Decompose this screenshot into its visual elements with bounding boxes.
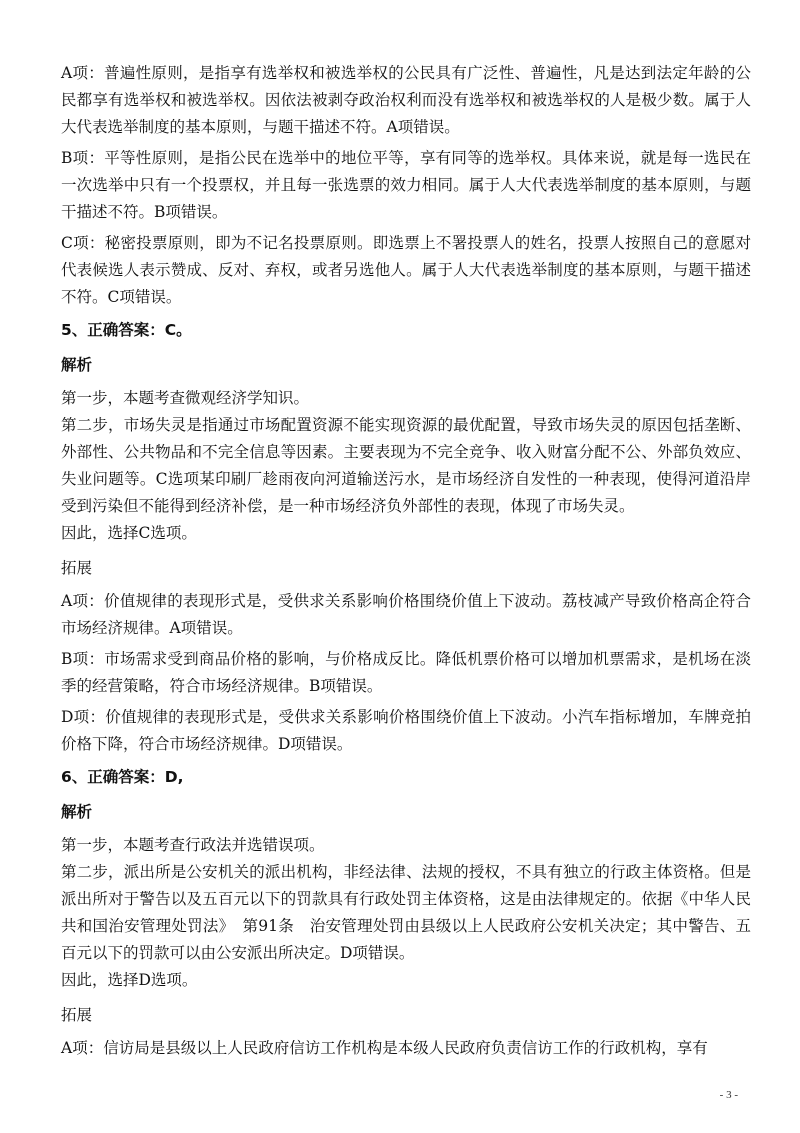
q5-extension-d: D项：价值规律的表现形式是，受供求关系影响价格围绕价值上下波动。小汽车指标增加，车牌竞拍价格下降，符合市场经济规律。D项错误。 bbox=[61, 708, 751, 753]
q6-analysis-conclusion: 因此，选择D选项。 bbox=[61, 971, 198, 989]
page-number: - 3 - bbox=[719, 1089, 738, 1101]
q5-extension-title: 拓展 bbox=[61, 559, 93, 577]
document-page bbox=[61, 60, 751, 1066]
q5-correct-answer: 5、正确答案：C。 bbox=[61, 321, 192, 339]
q4-option-b-explanation: B项：平等性原则，是指公民在选举中的地位平等，享有同等的选举权。具体来说，就是每一选民在一次选举中只有一个投票权，并且每一张选票的效力相同。属于人大代表选举制度的基本原则，与题干描述不符。B项错误。 bbox=[61, 149, 751, 221]
q6-analysis-step-2: 第二步，派出所是公安机关的派出机构，非经法律、法规的授权，不具有独立的行政主体资格。但是派出所对于警告以及五百元以下的罚款具有行政处罚主体资格，这是由法律规定的。依据《中华人民共和国治安管理处罚法》 第91条 治安管理处罚由县级以上人民政府公安机关决定；其中警告、五百元以下的罚款可以由公安派出所决定。D项错误。 bbox=[61, 863, 751, 962]
q5-extension-a: A项：价值规律的表现形式是，受供求关系影响价格围绕价值上下波动。荔枝减产导致价格高企符合市场经济规律。A项错误。 bbox=[61, 592, 751, 637]
q4-option-a-explanation: A项：普遍性原则，是指享有选举权和被选举权的公民具有广泛性、普遍性，凡是达到法定年龄的公民都享有选举权和被选举权。因依法被剥夺政治权利而没有选举权和被选举权的人是极少数。属于人大代表选举制度的基本原则，与题干描述不符。A项错误。 bbox=[61, 64, 751, 136]
q6-analysis-title: 解析 bbox=[61, 803, 93, 821]
q5-analysis-step-2: 第二步，市场失灵是指通过市场配置资源不能实现资源的最优配置，导致市场失灵的原因包括垄断、外部性、公共物品和不完全信息等因素。主要表现为不完全竞争、收入财富分配不公、外部负效应、失业问题等。C选项某印刷厂趁雨夜向河道输送污水，是市场经济自发性的一种表现，使得河道沿岸受到污染但不能得到经济补偿，是一种市场经济负外部性的表现，体现了市场失灵。 bbox=[61, 416, 751, 515]
q6-analysis-step-1: 第一步，本题考查行政法并选错误项。 bbox=[61, 836, 325, 854]
q6-extension-a: A项：信访局是县级以上人民政府信访工作机构是本级人民政府负责信访工作的行政机构，享有 bbox=[61, 1039, 708, 1057]
q6-extension-title: 拓展 bbox=[61, 1006, 93, 1024]
q5-extension-b: B项：市场需求受到商品价格的影响，与价格成反比。降低机票价格可以增加机票需求，是机场在淡季的经营策略，符合市场经济规律。B项错误。 bbox=[61, 650, 751, 695]
q5-analysis-step-1: 第一步，本题考查微观经济学知识。 bbox=[61, 389, 310, 407]
q5-analysis-title: 解析 bbox=[61, 356, 93, 374]
q5-analysis-conclusion: 因此，选择C选项。 bbox=[61, 524, 197, 542]
q4-option-c-explanation: C项：秘密投票原则，即为不记名投票原则。即选票上不署投票人的姓名，投票人按照自己的意愿对代表候选人表示赞成、反对、弃权，或者另选他人。属于人大代表选举制度的基本原则，与题干描述不符。C项错误。 bbox=[61, 234, 751, 306]
q6-correct-answer: 6、正确答案：D, bbox=[61, 768, 184, 786]
